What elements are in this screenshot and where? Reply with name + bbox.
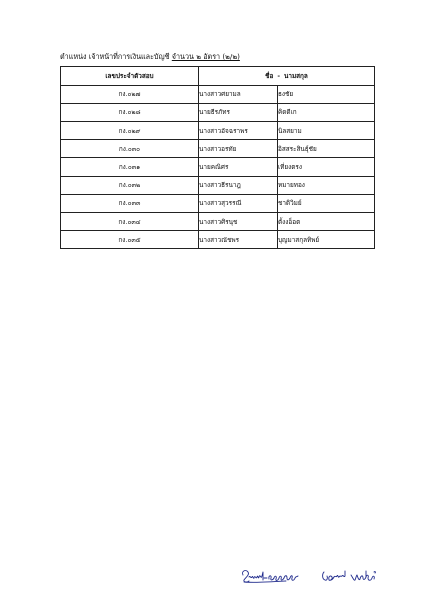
- table-header-row: [61, 67, 375, 86]
- signature-right-strokes: [323, 571, 376, 580]
- surname-cell: ชาติวิมย์: [278, 194, 375, 212]
- table-row: [61, 231, 375, 249]
- first-name-cell: นางสาวอัจฉราพร: [199, 121, 278, 139]
- column-header-name: [199, 67, 375, 86]
- table-row: [61, 158, 375, 176]
- table-row: [61, 176, 375, 194]
- exam-number-cell: กง.๐๓๓: [61, 194, 199, 212]
- column-header-surname: นามสกุล: [283, 71, 308, 80]
- first-name-cell: นายธีรภัทร: [199, 103, 278, 121]
- candidate-table: [60, 66, 375, 249]
- surname-cell: ธงชัย: [278, 85, 375, 103]
- table-row: [61, 85, 375, 103]
- surname-cell: คิดดีเก: [278, 103, 375, 121]
- first-name-cell: นางสาวศยามล: [199, 85, 278, 103]
- column-header-separator: -: [277, 71, 280, 80]
- first-name-cell: นายคณิศร: [199, 158, 278, 176]
- document-heading: [60, 52, 240, 63]
- surname-cell: ตั้งงอ็อต: [278, 212, 375, 230]
- table-row: [61, 121, 375, 139]
- table-row: [61, 212, 375, 230]
- exam-number-cell: กง.๐๒๙: [61, 121, 199, 139]
- exam-number-cell: กง.๐๓๑: [61, 158, 199, 176]
- table-row: [61, 103, 375, 121]
- surname-cell: เที่ยงตรง: [278, 158, 375, 176]
- heading-quota-text: จำนวน ๒ อัตรา (๒/๒): [171, 52, 240, 61]
- heading-position-text: ตำแหน่ง เจ้าหน้าที่การเงินและบัญชี: [60, 52, 172, 61]
- first-name-cell: นางสาวธีรนาฎ: [199, 176, 278, 194]
- surname-cell: นิลสยาม: [278, 121, 375, 139]
- first-name-cell: นางสาวอรทัย: [199, 140, 278, 158]
- column-header-exam-number: เลขประจำตัวสอบ: [61, 67, 199, 86]
- signature-left: [240, 566, 304, 586]
- exam-number-cell: กง.๐๒๗: [61, 85, 199, 103]
- column-header-first-name: ชื่อ: [265, 71, 274, 80]
- first-name-cell: นางสาวศิรนุช: [199, 212, 278, 230]
- surname-cell: อิสสระสินธุ์ชัย: [278, 140, 375, 158]
- exam-number-cell: กง.๐๓๔: [61, 212, 199, 230]
- first-name-cell: นางสาวสุวรรณี: [199, 194, 278, 212]
- signature-left-strokes: [243, 571, 298, 583]
- table-row: [61, 140, 375, 158]
- signature-right: [320, 566, 380, 586]
- first-name-cell: นางสาวณัชพร: [199, 231, 278, 249]
- exam-number-cell: กง.๐๓๒: [61, 176, 199, 194]
- exam-number-cell: กง.๐๓๕: [61, 231, 199, 249]
- exam-number-cell: กง.๐๓๐: [61, 140, 199, 158]
- exam-number-cell: กง.๐๒๘: [61, 103, 199, 121]
- surname-cell: บุญมาสกุลทิพย์: [278, 231, 375, 249]
- surname-cell: หมายทอง: [278, 176, 375, 194]
- table-row: [61, 194, 375, 212]
